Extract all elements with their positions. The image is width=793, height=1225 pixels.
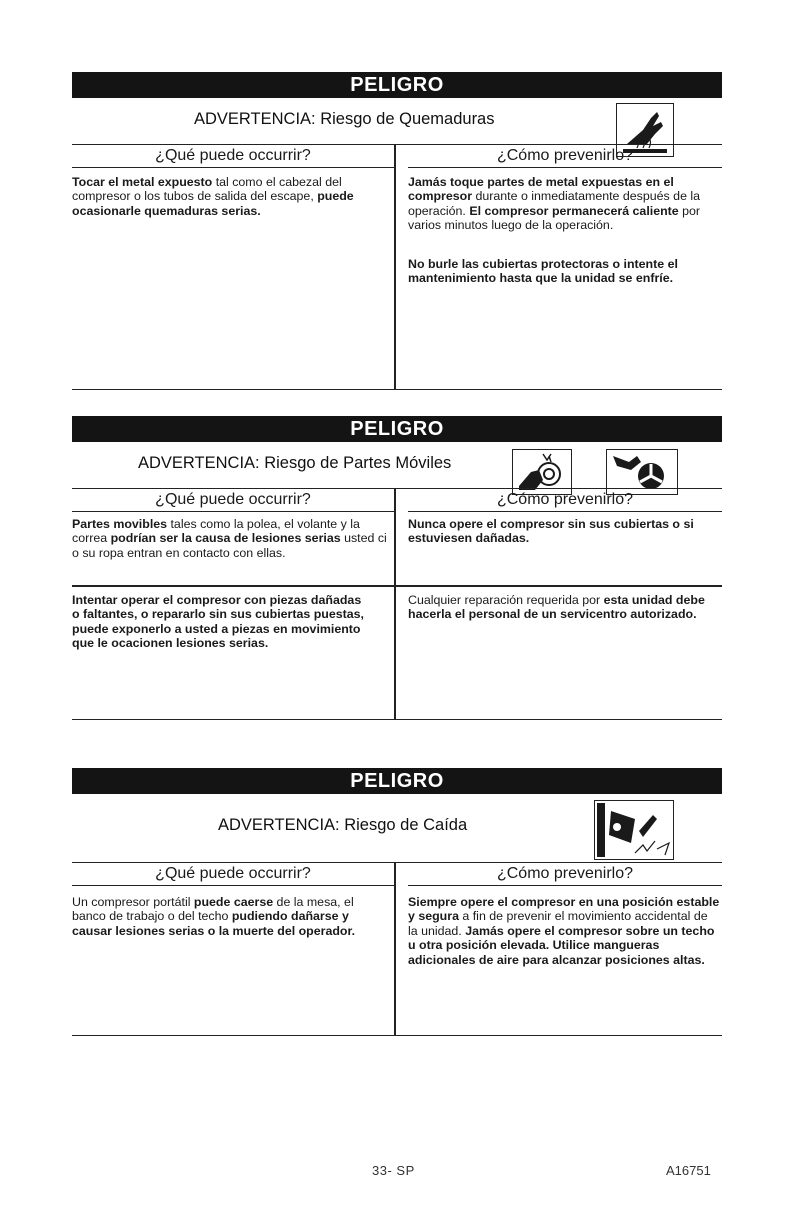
text-run: puede ocasionarle quemaduras serias.: [72, 189, 354, 218]
right-cell-2: [408, 257, 720, 286]
danger-banner: PELIGRO: [72, 416, 722, 442]
page-number: 33- SP: [372, 1163, 415, 1178]
warning-row: [72, 794, 722, 862]
right-cell: [408, 895, 720, 967]
col-head-how: ¿Cómo prevenirlo?: [408, 863, 722, 886]
warning-title: ADVERTENCIA: Riesgo de Quemaduras: [194, 110, 495, 128]
col-head-what: ¿Qué puede occurrir?: [72, 863, 394, 886]
text-run: a fin de prevenir el movimiento accidental de la unidad.: [408, 909, 708, 938]
text-run: esta unidad debe hacerla el personal de un servicentro autorizado.: [408, 593, 705, 622]
warning-title: ADVERTENCIA: Riesgo de Caída: [218, 816, 468, 834]
text-run: Nunca opere el compresor sin sus cubiertas o si estuviesen dañadas.: [408, 517, 694, 546]
document-code: A16751: [666, 1163, 711, 1178]
text-run: Cualquier reparación requerida por: [408, 593, 604, 607]
text-run: por varios minutos luego de la operación.: [408, 203, 701, 233]
text-run: Partes movibles: [72, 517, 168, 531]
text-run: puede caerse: [193, 895, 274, 909]
right-cell: [408, 593, 722, 622]
text-run: No burle las cubiertas protectoras o intente el mantenimiento hasta que la unidad se enfríe.: [408, 257, 678, 286]
danger-banner: PELIGRO: [72, 72, 722, 98]
text-run: Siempre opere el compresor en una posición estable y segura: [408, 895, 720, 924]
text-run: Jamás opere el compresor sobre un techo u otra posición elevada. Utilice mangueras adicionales de aire para alcanzar posiciones altas.: [408, 923, 715, 967]
text-run: Un compresor portátil: [72, 895, 194, 909]
text-run: durante o inmediatamente después de la operación.: [408, 189, 701, 218]
text-run: Intentar operar el compresor con piezas dañadas o faltantes, o repararlo sin sus cubiertas puestas, puede exponerlo a usted a piezas en movimiento que le ocacionen lesiones serias.: [72, 593, 364, 651]
text-run: Tocar el metal expuesto: [72, 175, 213, 189]
left-cell: [72, 517, 390, 560]
danger-banner: PELIGRO: [72, 768, 722, 794]
text-run: tales como la polea, el volante y la correa: [72, 517, 360, 546]
col-head-how: ¿Cómo prevenirlo?: [408, 489, 722, 512]
left-cell: [72, 895, 372, 938]
left-cell: [72, 593, 372, 651]
row-divider: [72, 585, 722, 587]
text-run: El compresor permanecerá caliente: [469, 203, 679, 218]
column-divider: [394, 863, 396, 1035]
col-head-how: ¿Cómo prevenirlo?: [408, 145, 722, 168]
text-run: podrían ser la causa de lesiones serias: [110, 531, 341, 546]
right-cell: [408, 175, 720, 233]
hazard-table: [72, 862, 722, 1036]
warning-title: ADVERTENCIA: Riesgo de Partes Móviles: [138, 454, 452, 472]
hazard-table: [72, 488, 722, 720]
left-cell: [72, 175, 382, 218]
text-run: tal como el cabezal del compresor o los tubos de salida del escape,: [72, 175, 342, 204]
column-divider: [394, 489, 396, 719]
text-run: pudiendo dañarse y causar lesiones serias o la muerte del operador.: [72, 909, 356, 938]
danger-section-moving-parts: [72, 416, 722, 720]
danger-section-burns: [72, 72, 722, 390]
danger-section-falling: [72, 768, 722, 1036]
col-head-what: ¿Qué puede occurrir?: [72, 145, 394, 168]
hazard-table: [72, 144, 722, 390]
text-run: Jamás toque partes de metal expuestas en el compresor: [408, 175, 674, 204]
warning-row: [72, 98, 722, 144]
column-divider: [394, 145, 396, 389]
right-cell: [408, 517, 722, 546]
warning-row: [72, 442, 722, 488]
col-head-what: ¿Qué puede occurrir?: [72, 489, 394, 512]
falling-compressor-icon: [594, 800, 674, 860]
text-run: usted ci o su ropa entran en contacto con ellas.: [72, 531, 387, 560]
text-run: de la mesa, el banco de trabajo o del techo: [72, 895, 354, 924]
